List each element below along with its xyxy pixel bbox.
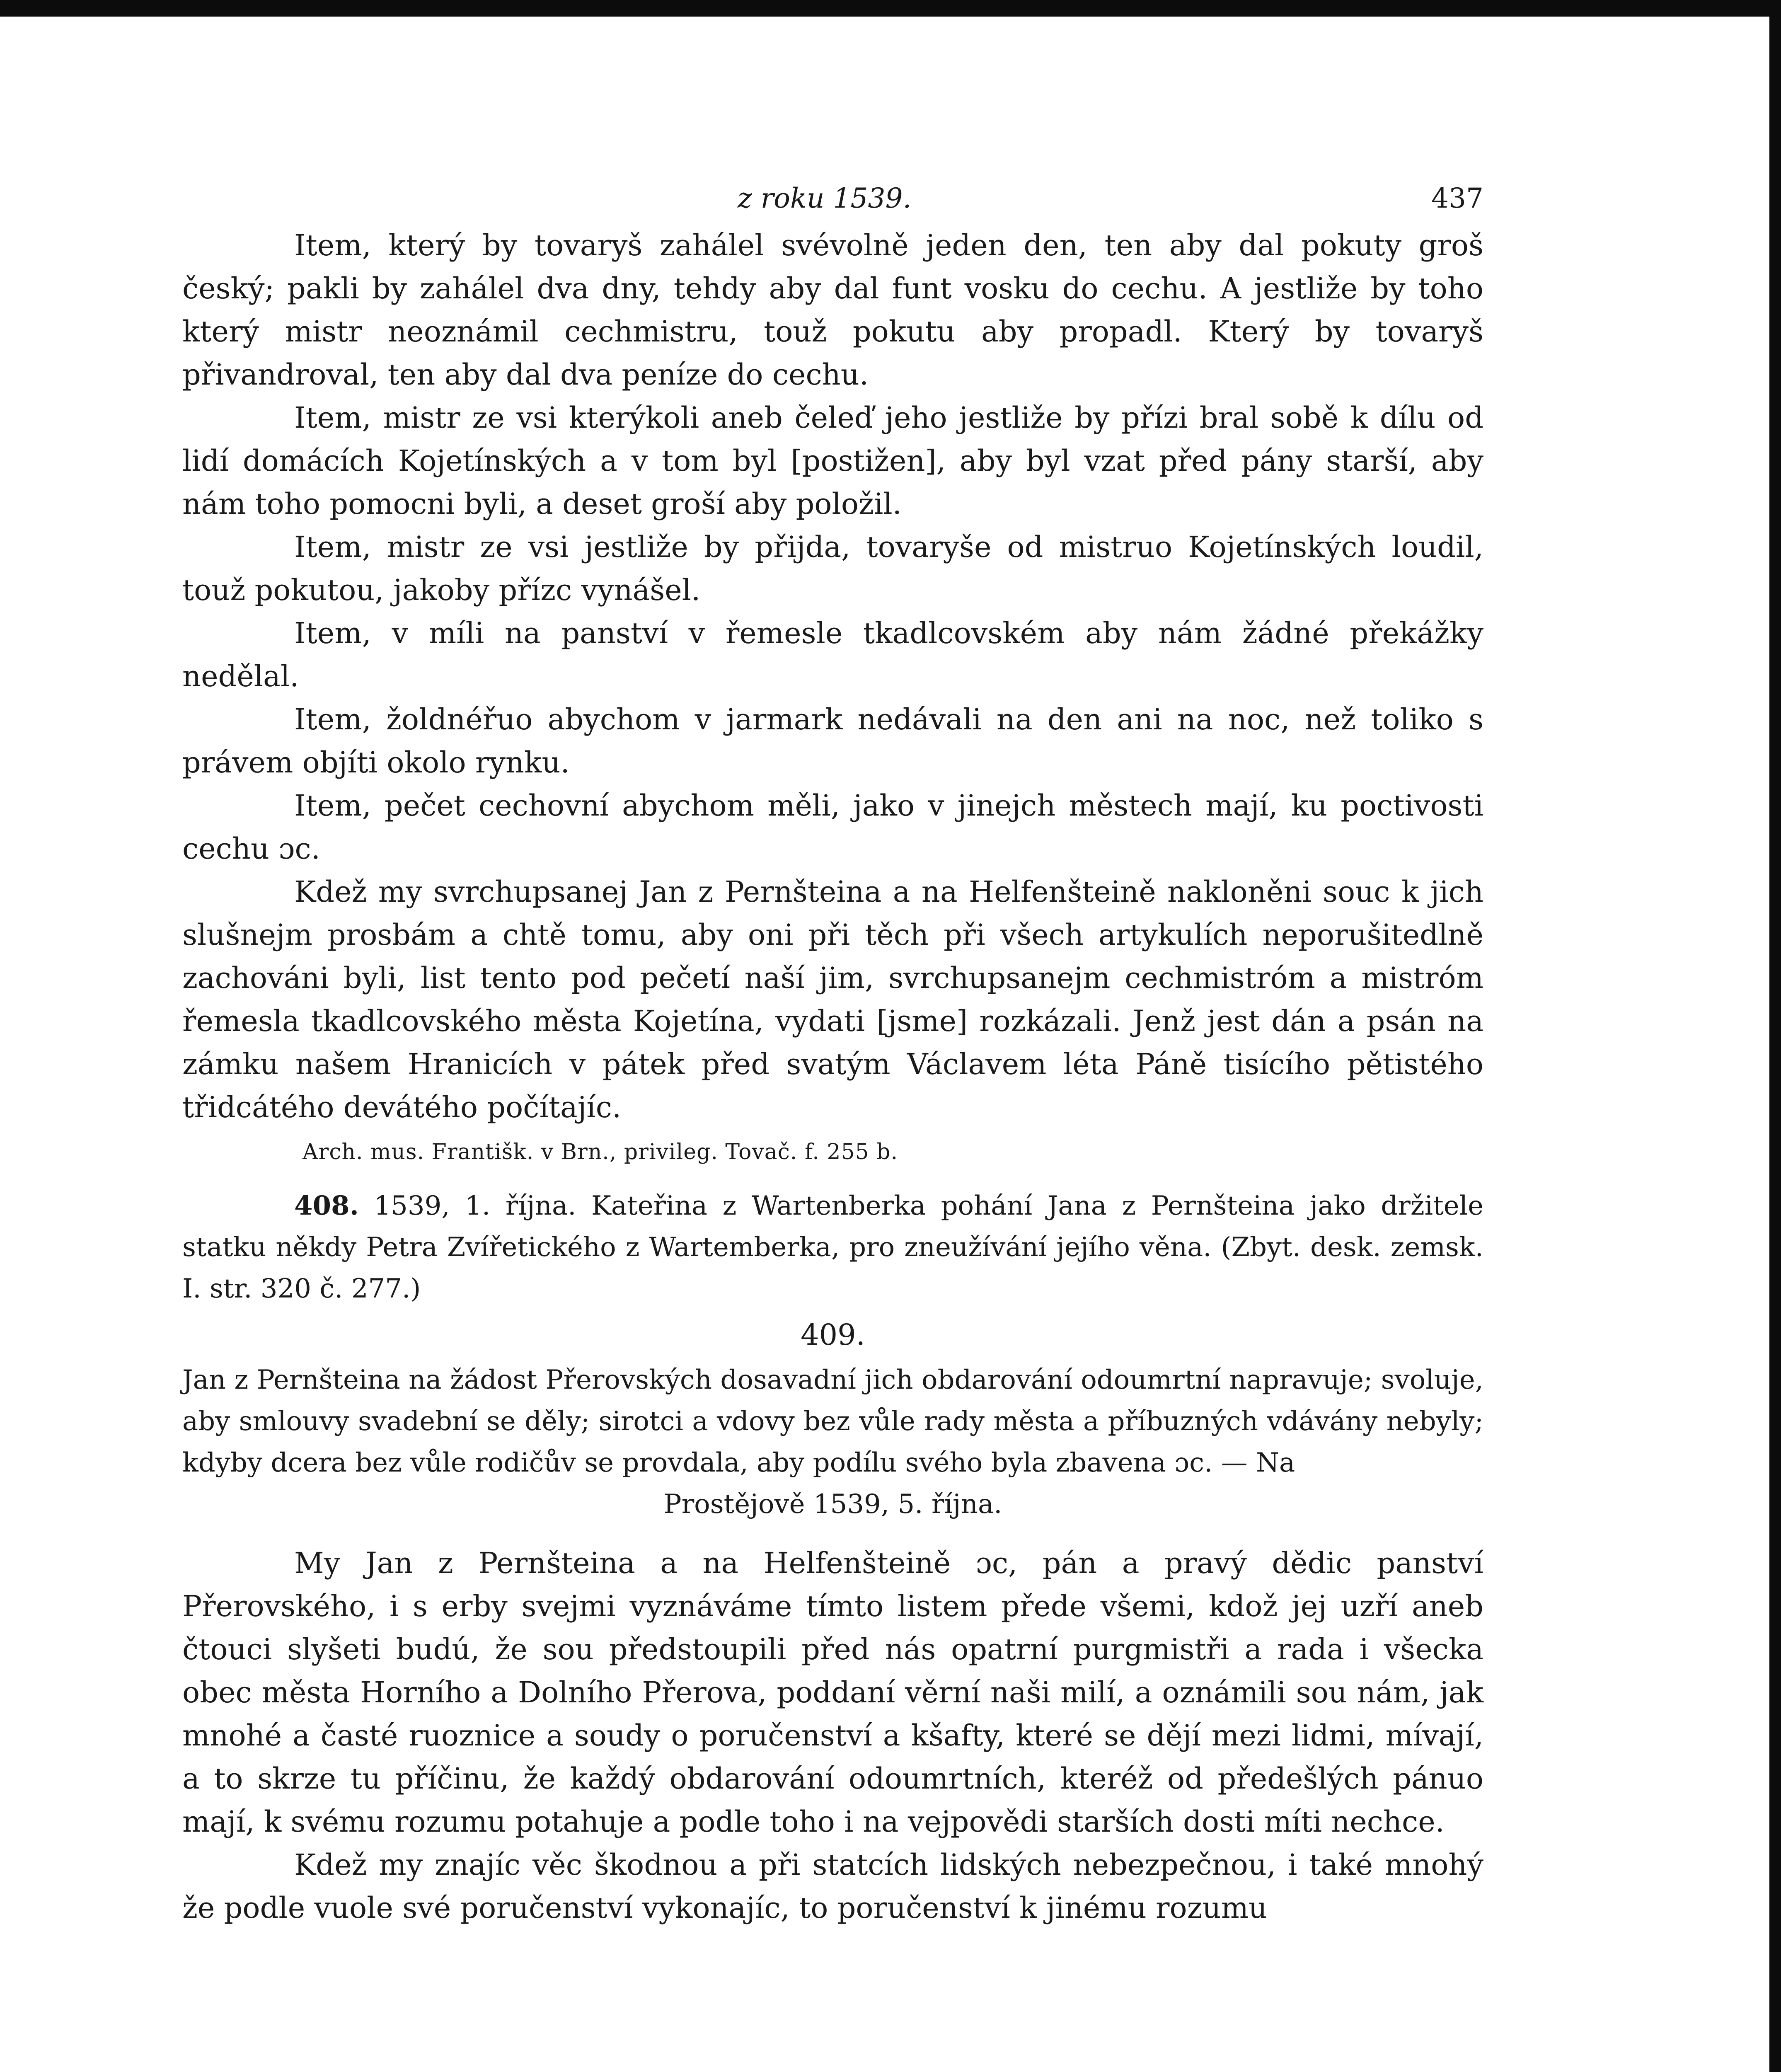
scan-border-right bbox=[1769, 0, 1781, 2072]
paragraph: Item, mistr ze vsi jestliže by přijda, tovaryše od mistruo Kojetínských loudil, touž pokutou, jakoby přízc vynášel. bbox=[182, 530, 1483, 607]
paragraph: Item, mistr ze vsi kterýkoli aneb čeleď jeho jestliže by přízi bral sobě k dílu od lidí domácích Kojetínských a v tom byl [postižen], aby byl vzat před pány starší, aby nám toho pomocni byli, a deset groší aby položil. bbox=[182, 401, 1483, 521]
document-number-heading: 409. bbox=[801, 1318, 865, 1352]
regest-text: 1539, 1. října. Kateřina z Wartenberka pohání Jana z Pernšteina jako držitele statku někdy Petra Zvířetického z Wartemberka, pro zneužívání jejího věna. (Zbyt. desk. zemsk. I. str. 320 č. 277.) bbox=[182, 1191, 1484, 1304]
paragraph: Item, který by tovaryš zahálel svévolně jeden den, ten aby dal pokuty groš český; pakli by zahálel dva dny, tehdy aby dal funt vosku do cechu. A jestliže by toho který mistr neoznámil cechmistru, touž pokutu aby propadl. Který by tovaryš přivandroval, ten aby dal dva peníze do cechu. bbox=[182, 228, 1483, 392]
paragraph: Item, pečet cechovní abychom měli, jako v jinejch městech mají, ku poctivosti cechu ɔc. bbox=[182, 789, 1483, 866]
document-summary: Jan z Pernšteina na žádost Přerovských dosavadní jich obdarování odoumrtní napravuje; svoluje, aby smlouvy svadební se děly; sirotci a vdovy bez vůle rady města a příbuzných vdávány nebyly; kdyby dcera bez vůle rodičův se provdala, aby podílu svého byla zbavena ɔc. — Na bbox=[182, 1365, 1483, 1478]
running-head-title: z roku 1539. bbox=[738, 182, 912, 214]
source-note: Arch. mus. Františk. v Brn., privileg. Tovač. f. 255 b. bbox=[302, 1140, 898, 1164]
paragraph: My Jan z Pernšteina a na Helfenšteině ɔc, pán a pravý dědic panství Přerovského, i s erby svejmi vyznáváme tímto listem přede všemi, kdož jej uzří aneb čtouci slyšeti budú, že sou předstoupili před nás opatrní purgmistři a rada i všecka obec města Horního a Dolního Přerova, poddaní věrní naši milí, a oznámili sou nám, jak mnohé a časté ruoznice a soudy o poručenství a kšafty, které se dějí mezi lidmi, mívají, a to skrze tu příčinu, že každý obdarování odoumrtních, kteréž od předešlých pánuo mají, k svému rozumu potahuje a podle toho i na vejpovědi starších dosti míti nechce. bbox=[182, 1546, 1483, 1839]
paragraph: Item, v míli na panství v řemesle tkadlcovském aby nám žádné překážky nedělal. bbox=[182, 616, 1483, 693]
scan-border-top bbox=[0, 0, 1781, 17]
page-number: 437 bbox=[1431, 182, 1483, 214]
paragraph: Kdež my znajíc věc škodnou a při statcích lidských nebezpečnou, i také mnohý že podle vuole své poručenství vykonajíc, to poručenství k jinému rozumu bbox=[182, 1848, 1483, 1925]
running-head bbox=[182, 178, 1483, 224]
regest-408 bbox=[182, 1185, 1483, 1310]
document-place-date: Prostějově 1539, 5. října. bbox=[663, 1489, 1002, 1520]
paragraph: Item, žoldnéřuo abychom v jarmark nedávali na den ani na noc, než toliko s právem objíti okolo rynku. bbox=[182, 702, 1483, 779]
regest-number: 408. bbox=[294, 1190, 359, 1221]
paragraph: Kdež my svrchupsanej Jan z Pernšteina a na Helfenšteině nakloněni souc k jich slušnejm prosbám a chtě tomu, aby oni při těch při všech artykulích neporušitedlně zachováni byli, list tento pod pečetí naší jim, svrchupsanejm cechmistróm a mistróm řemesla tkadlcovského města Kojetína, vydati [jsme] rozkázali. Jenž jest dán a psán na zámku našem Hranicích v pátek před svatým Václavem léta Páně tisícího pětistého třidcátého devátého počítajíc. bbox=[182, 875, 1483, 1124]
document-page bbox=[182, 178, 1483, 1929]
